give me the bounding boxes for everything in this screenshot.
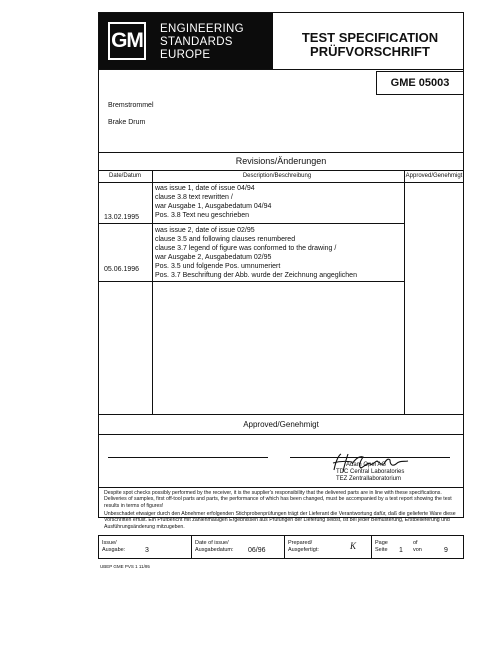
approval-top-line <box>98 414 464 415</box>
approval-org-line-2: TDC Central Laboratories <box>336 469 405 475</box>
title-english: TEST SPECIFICATION <box>301 30 439 45</box>
revision-1-line-3: war Ausgabe 1, Ausgabedatum 04/94 <box>155 203 272 210</box>
revision-col-divider-2 <box>404 170 405 414</box>
subject-german: Bremstrommel <box>108 102 154 109</box>
prepared-initials: K <box>350 541 357 551</box>
approval-signature-line-left <box>108 457 268 458</box>
revision-row-divider <box>98 223 404 224</box>
docnum-divider <box>376 94 464 95</box>
of-value: 9 <box>444 547 448 554</box>
prepared-label: Prepared/ Ausgefertigt: <box>288 540 319 553</box>
form-code: UBEP GME PVS 1 11/95 <box>100 564 150 569</box>
revision-2-line-5: Pos. 3.5 und folgende Pos. umnumeriert <box>155 263 281 270</box>
revision-1-line-4: Pos. 3.8 Text neu geschrieben <box>155 212 250 219</box>
approval-org-line-1: Adam Opel AG <box>346 462 387 468</box>
disclaimer-top-line <box>98 487 464 488</box>
engineering-line-3: EUROPE <box>160 49 211 61</box>
revision-1-line-2: clause 3.8 text rewritten / <box>155 194 233 201</box>
title-german: PRÜFVORSCHRIFT <box>310 44 430 59</box>
footer-divider-3 <box>371 535 372 559</box>
document-number: GME 05003 <box>376 71 464 95</box>
footer-divider-1 <box>191 535 192 559</box>
footer-divider-2 <box>284 535 285 559</box>
gm-logo: GM <box>108 22 146 60</box>
col-date-header: Date/Datum <box>108 173 141 179</box>
revision-row-divider-2 <box>98 281 404 282</box>
revision-2-line-3: clause 3.7 legend of figure was conformed to the drawing / <box>155 245 337 252</box>
disclaimer-german: Unbeschadet etwaiger durch den Abnehmer erfolgenden Stichprobenprüfungen trägt der Lieferant die Verantwortung dafür, daß die gelieferte Ware diese Vorschriften erfüllt. Ein Prüfbericht mit zahlenmäßigen Ergebnissen aus Prüfungen der Lieferung selbst, ist bei jeder Bemusterung, Erstbelieferung und Ausführungsänderung mitzugeben. <box>104 511 456 530</box>
date-of-issue-label: Date of issue/ Ausgabedatum: <box>195 540 234 553</box>
revision-2-line-4: war Ausgabe 2, Ausgabedatum 02/95 <box>155 254 272 261</box>
revision-1-line-1: was issue 1, date of issue 04/94 <box>155 185 255 192</box>
page-label: Page Seite <box>375 540 388 553</box>
engineering-line-1: ENGINEERING <box>160 23 244 35</box>
date-of-issue-value: 06/96 <box>248 547 266 554</box>
revision-1-date: 13.02.1995 <box>104 214 140 221</box>
page-value: 1 <box>399 547 403 554</box>
disclaimer-english: Despite spot checks possibly performed by the receiver, it is the supplier's responsibility that the delivered parts are in line with these specifications. Deliveries of samples, first off-tool parts and parts, the performance of which has been changed, must be accompanied by a test report showing the test results in terms of figures! <box>104 490 452 509</box>
footer-table <box>98 535 464 559</box>
engineering-line-2: STANDARDS <box>160 36 233 48</box>
revision-2-line-2: clause 3.5 and following clauses renumbered <box>155 236 296 243</box>
approval-title: Approved/Genehmigt <box>243 420 319 429</box>
issue-value: 3 <box>145 547 149 554</box>
issue-label: Issue/ Ausgabe: <box>102 540 126 553</box>
revisions-top-line <box>98 152 464 153</box>
col-approved-header: Approved/Genehmigt <box>405 173 463 179</box>
approval-title-bottom <box>98 434 464 435</box>
revision-2-line-6: Pos. 3.7 Beschriftung der Abb. wurde der Zeichnung angeglichen <box>155 272 357 279</box>
revisions-title: Revisions/Änderungen <box>235 156 327 166</box>
revision-2-date: 05.06.1996 <box>104 266 140 273</box>
header-divider <box>98 69 464 70</box>
col-description-header: Description/Beschreibung <box>242 173 312 179</box>
of-label: of von <box>413 540 422 553</box>
revision-col-divider-1 <box>152 170 153 414</box>
revision-2-line-1: was issue 2, date of issue 02/95 <box>155 227 255 234</box>
subject-english: Brake Drum <box>108 119 146 126</box>
approval-org-line-3: TEZ Zentrallaboratorium <box>336 476 402 482</box>
